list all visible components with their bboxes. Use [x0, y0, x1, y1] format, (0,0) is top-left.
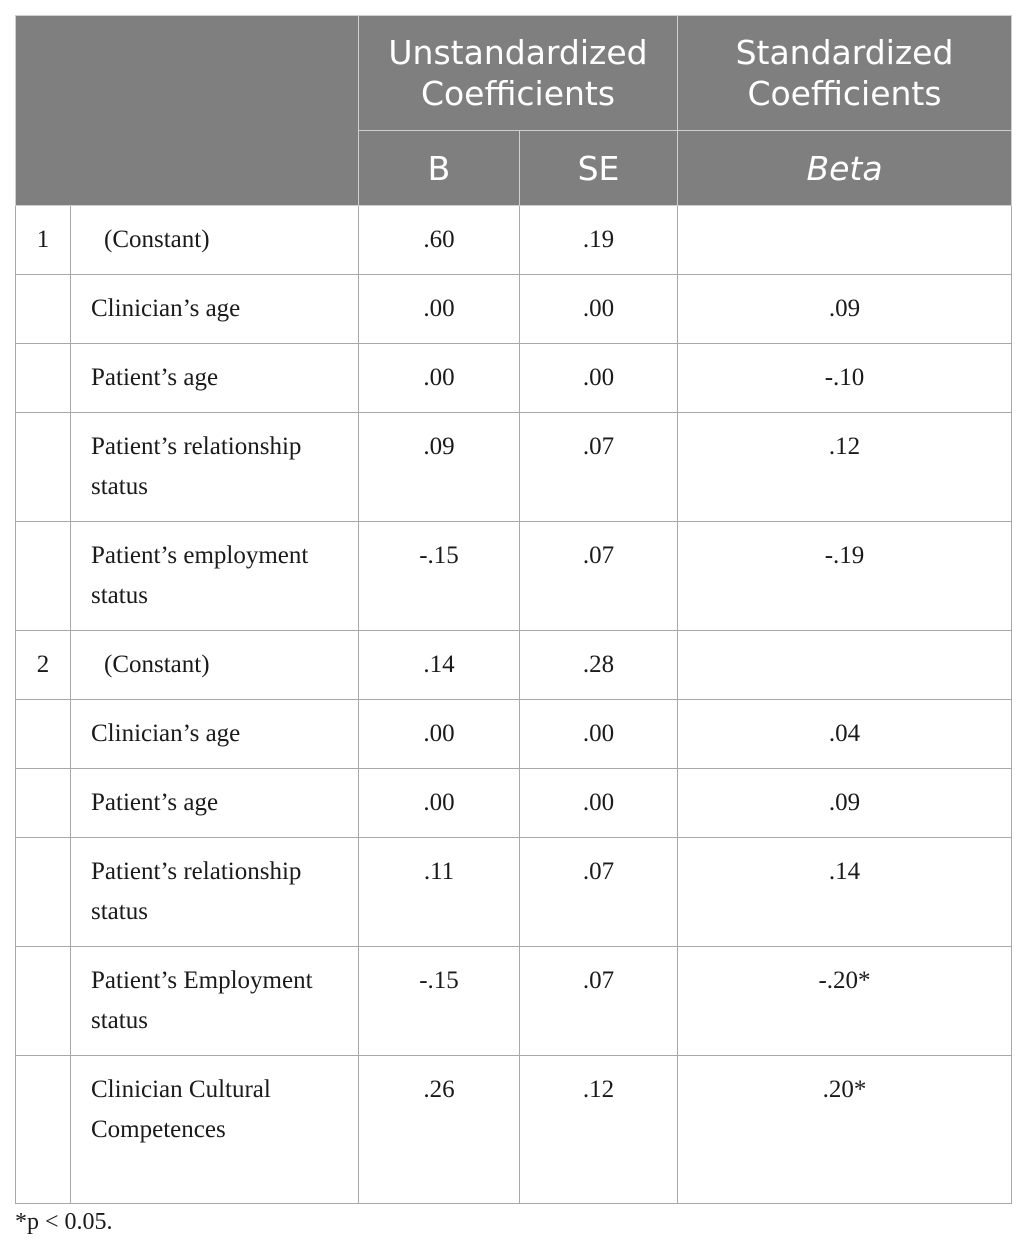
beta-value: -.20*: [678, 947, 1012, 1056]
table-body: [16, 206, 1012, 1204]
table-row: [16, 413, 1012, 522]
se-value: .00: [520, 769, 678, 838]
beta-value: .04: [678, 700, 1012, 769]
header-beta: Beta: [678, 131, 1012, 206]
beta-value: [678, 206, 1012, 275]
table-row: [16, 769, 1012, 838]
table-row: [16, 1056, 1012, 1204]
table-row: [16, 206, 1012, 275]
table-row: [16, 700, 1012, 769]
variable-name: Clinician’s age: [71, 275, 359, 344]
model-number: 1: [16, 206, 71, 275]
beta-value: [678, 631, 1012, 700]
b-value: .26: [359, 1056, 520, 1204]
model-number: [16, 700, 71, 769]
b-value: .00: [359, 769, 520, 838]
table-row: [16, 838, 1012, 947]
variable-name: Patient’s age: [71, 344, 359, 413]
variable-name: Patient’s employment status: [71, 522, 359, 631]
model-number: [16, 838, 71, 947]
beta-value: .09: [678, 769, 1012, 838]
model-number: [16, 769, 71, 838]
header-b: B: [359, 131, 520, 206]
se-value: .00: [520, 344, 678, 413]
significance-footnote: *p < 0.05.: [15, 1209, 113, 1235]
b-value: .60: [359, 206, 520, 275]
table-row: [16, 522, 1012, 631]
table-row: [16, 947, 1012, 1056]
se-value: .00: [520, 700, 678, 769]
b-value: -.15: [359, 947, 520, 1056]
se-value: .00: [520, 275, 678, 344]
model-number: [16, 344, 71, 413]
beta-value: .14: [678, 838, 1012, 947]
beta-value: .20*: [678, 1056, 1012, 1204]
table-row: [16, 631, 1012, 700]
b-value: -.15: [359, 522, 520, 631]
se-value: .12: [520, 1056, 678, 1204]
model-number: [16, 275, 71, 344]
header-se: SE: [520, 131, 678, 206]
model-number: [16, 413, 71, 522]
variable-name: Patient’s age: [71, 769, 359, 838]
beta-value: -.10: [678, 344, 1012, 413]
model-number: [16, 947, 71, 1056]
variable-name: Patient’s Employment status: [71, 947, 359, 1056]
se-value: .19: [520, 206, 678, 275]
table-row: [16, 344, 1012, 413]
b-value: .09: [359, 413, 520, 522]
variable-name: Patient’s relationship status: [71, 838, 359, 947]
se-value: .28: [520, 631, 678, 700]
header-unstandardized: Unstandardized Coefficients: [359, 16, 678, 131]
beta-value: -.19: [678, 522, 1012, 631]
model-number: [16, 522, 71, 631]
model-number: [16, 1056, 71, 1204]
beta-value: .12: [678, 413, 1012, 522]
beta-value: .09: [678, 275, 1012, 344]
model-number: 2: [16, 631, 71, 700]
se-value: .07: [520, 838, 678, 947]
se-value: .07: [520, 947, 678, 1056]
header-standardized: Standardized Coefficients: [678, 16, 1012, 131]
b-value: .11: [359, 838, 520, 947]
se-value: .07: [520, 522, 678, 631]
b-value: .00: [359, 275, 520, 344]
b-value: .14: [359, 631, 520, 700]
variable-name: Clinician Cultural Competences: [71, 1056, 359, 1204]
b-value: .00: [359, 344, 520, 413]
table-row: [16, 275, 1012, 344]
variable-name: (Constant): [71, 631, 359, 700]
b-value: .00: [359, 700, 520, 769]
variable-name: (Constant): [71, 206, 359, 275]
variable-name: Patient’s relationship status: [71, 413, 359, 522]
se-value: .07: [520, 413, 678, 522]
header-corner: [16, 16, 359, 206]
variable-name: Clinician’s age: [71, 700, 359, 769]
table-header: [16, 16, 1012, 206]
regression-table: [15, 15, 1012, 1204]
